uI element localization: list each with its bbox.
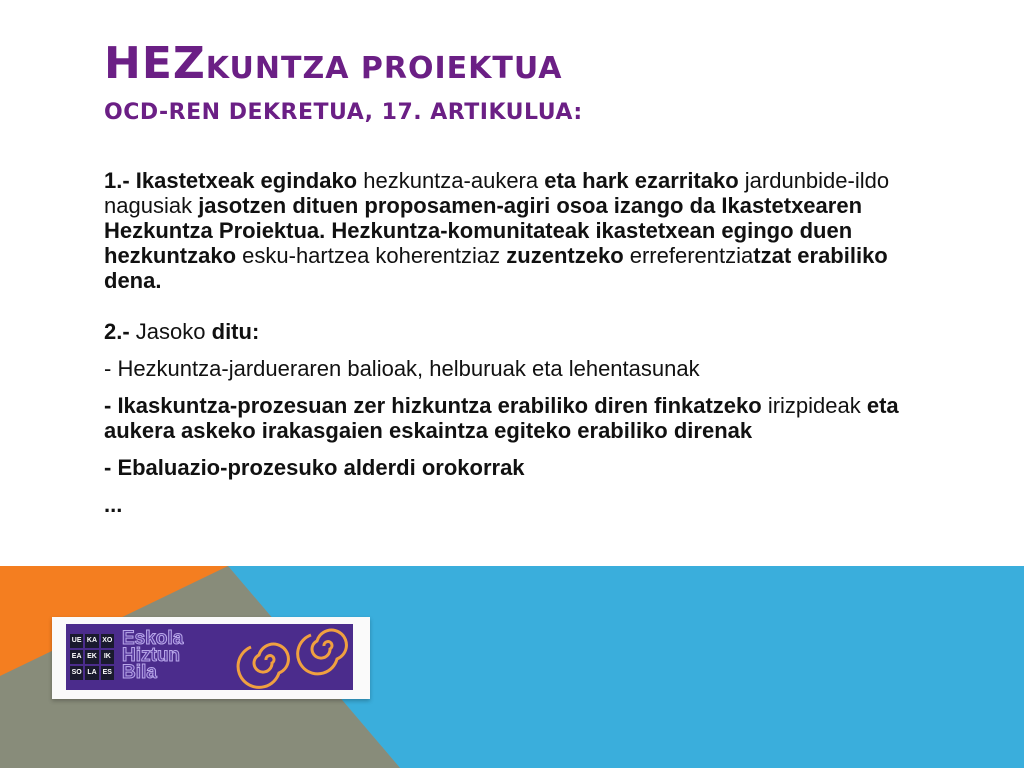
item-2-ditu: ditu:: [211, 319, 260, 344]
eskola-hiztun-bila-logo: [52, 617, 370, 699]
ellipsis-text: ...: [104, 492, 123, 517]
slide-body: [104, 168, 934, 517]
logo-line-2: Hiztun: [122, 645, 181, 666]
bullet-3-text: - Ebaluazio-prozesuko alderdi orokorrak: [104, 455, 525, 480]
item-2-heading: [104, 319, 934, 344]
logo-grid-cell: KA: [85, 634, 98, 648]
p1-seg-7: erreferentzia: [629, 243, 754, 268]
ellipsis: [104, 492, 934, 517]
p1-seg-5: esku-hartzea koherentziaz: [242, 243, 507, 268]
p1-seg-3: jardunbide-ildo nagusiak: [104, 168, 890, 218]
slide-title: [104, 38, 984, 89]
title-rest: KUNTZA PROIEKTUA: [205, 51, 563, 86]
logo-grid-cell: XO: [101, 634, 114, 648]
p1-seg-6: zuzentzeko: [506, 243, 630, 268]
paragraph-1: [104, 168, 934, 293]
b2-seg-0: - Ikaskuntza-prozesuan zer hizkuntza erabiliko diren finkatzeko: [104, 393, 768, 418]
bullet-1: - Hezkuntza-jardueraren balioak, helburuak eta lehentasunak: [104, 356, 700, 381]
bullet-2: [104, 393, 934, 443]
logo-grid-cell: EK: [85, 650, 98, 664]
logo-grid-cell: LA: [85, 666, 98, 680]
title-block: [104, 38, 984, 125]
logo-text: [122, 630, 232, 681]
logo-grid-cell: IK: [101, 650, 114, 664]
logo-grid-cell: SO: [70, 666, 83, 680]
logo-grid-cell: UE: [70, 634, 83, 648]
logo-panel: [66, 624, 353, 690]
logo-line-3: Bila: [122, 662, 157, 683]
bullet-3: [104, 455, 934, 480]
logo-grid: [70, 634, 114, 680]
item-2-number: 2.-: [104, 319, 136, 344]
slide-subtitle: OCD-REN DEKRETUA, 17. ARTIKULUA:: [104, 100, 583, 125]
b2-seg-2: eta aukera askeko irakasgaien eskaintza egiteko erabiliko direnak: [104, 393, 899, 443]
logo-grid-cell: ES: [101, 666, 114, 680]
logo-grid-cell: EA: [70, 650, 83, 664]
p1-seg-8: tzat erabiliko dena.: [104, 243, 888, 293]
p1-seg-0: 1.- Ikastetxeak egindako: [104, 168, 364, 193]
logo-line-1: Eskola: [122, 628, 184, 649]
p1-seg-1: hezkuntza-aukera: [363, 168, 545, 193]
title-initial: HEZ: [104, 38, 206, 89]
b2-seg-1: irizpideak: [767, 393, 867, 418]
p1-seg-2: eta hark ezarritako: [544, 168, 745, 193]
spiral-icon: [226, 624, 353, 690]
p1-seg-4: jasotzen dituen proposamen-agiri osoa izango da Ikastetxearen Hezkuntza Proiektua. Hezkuntza-komunitateak ikastetxean egingo duen hezkuntzako: [104, 193, 863, 268]
item-2-jasoko: Jasoko: [135, 319, 212, 344]
